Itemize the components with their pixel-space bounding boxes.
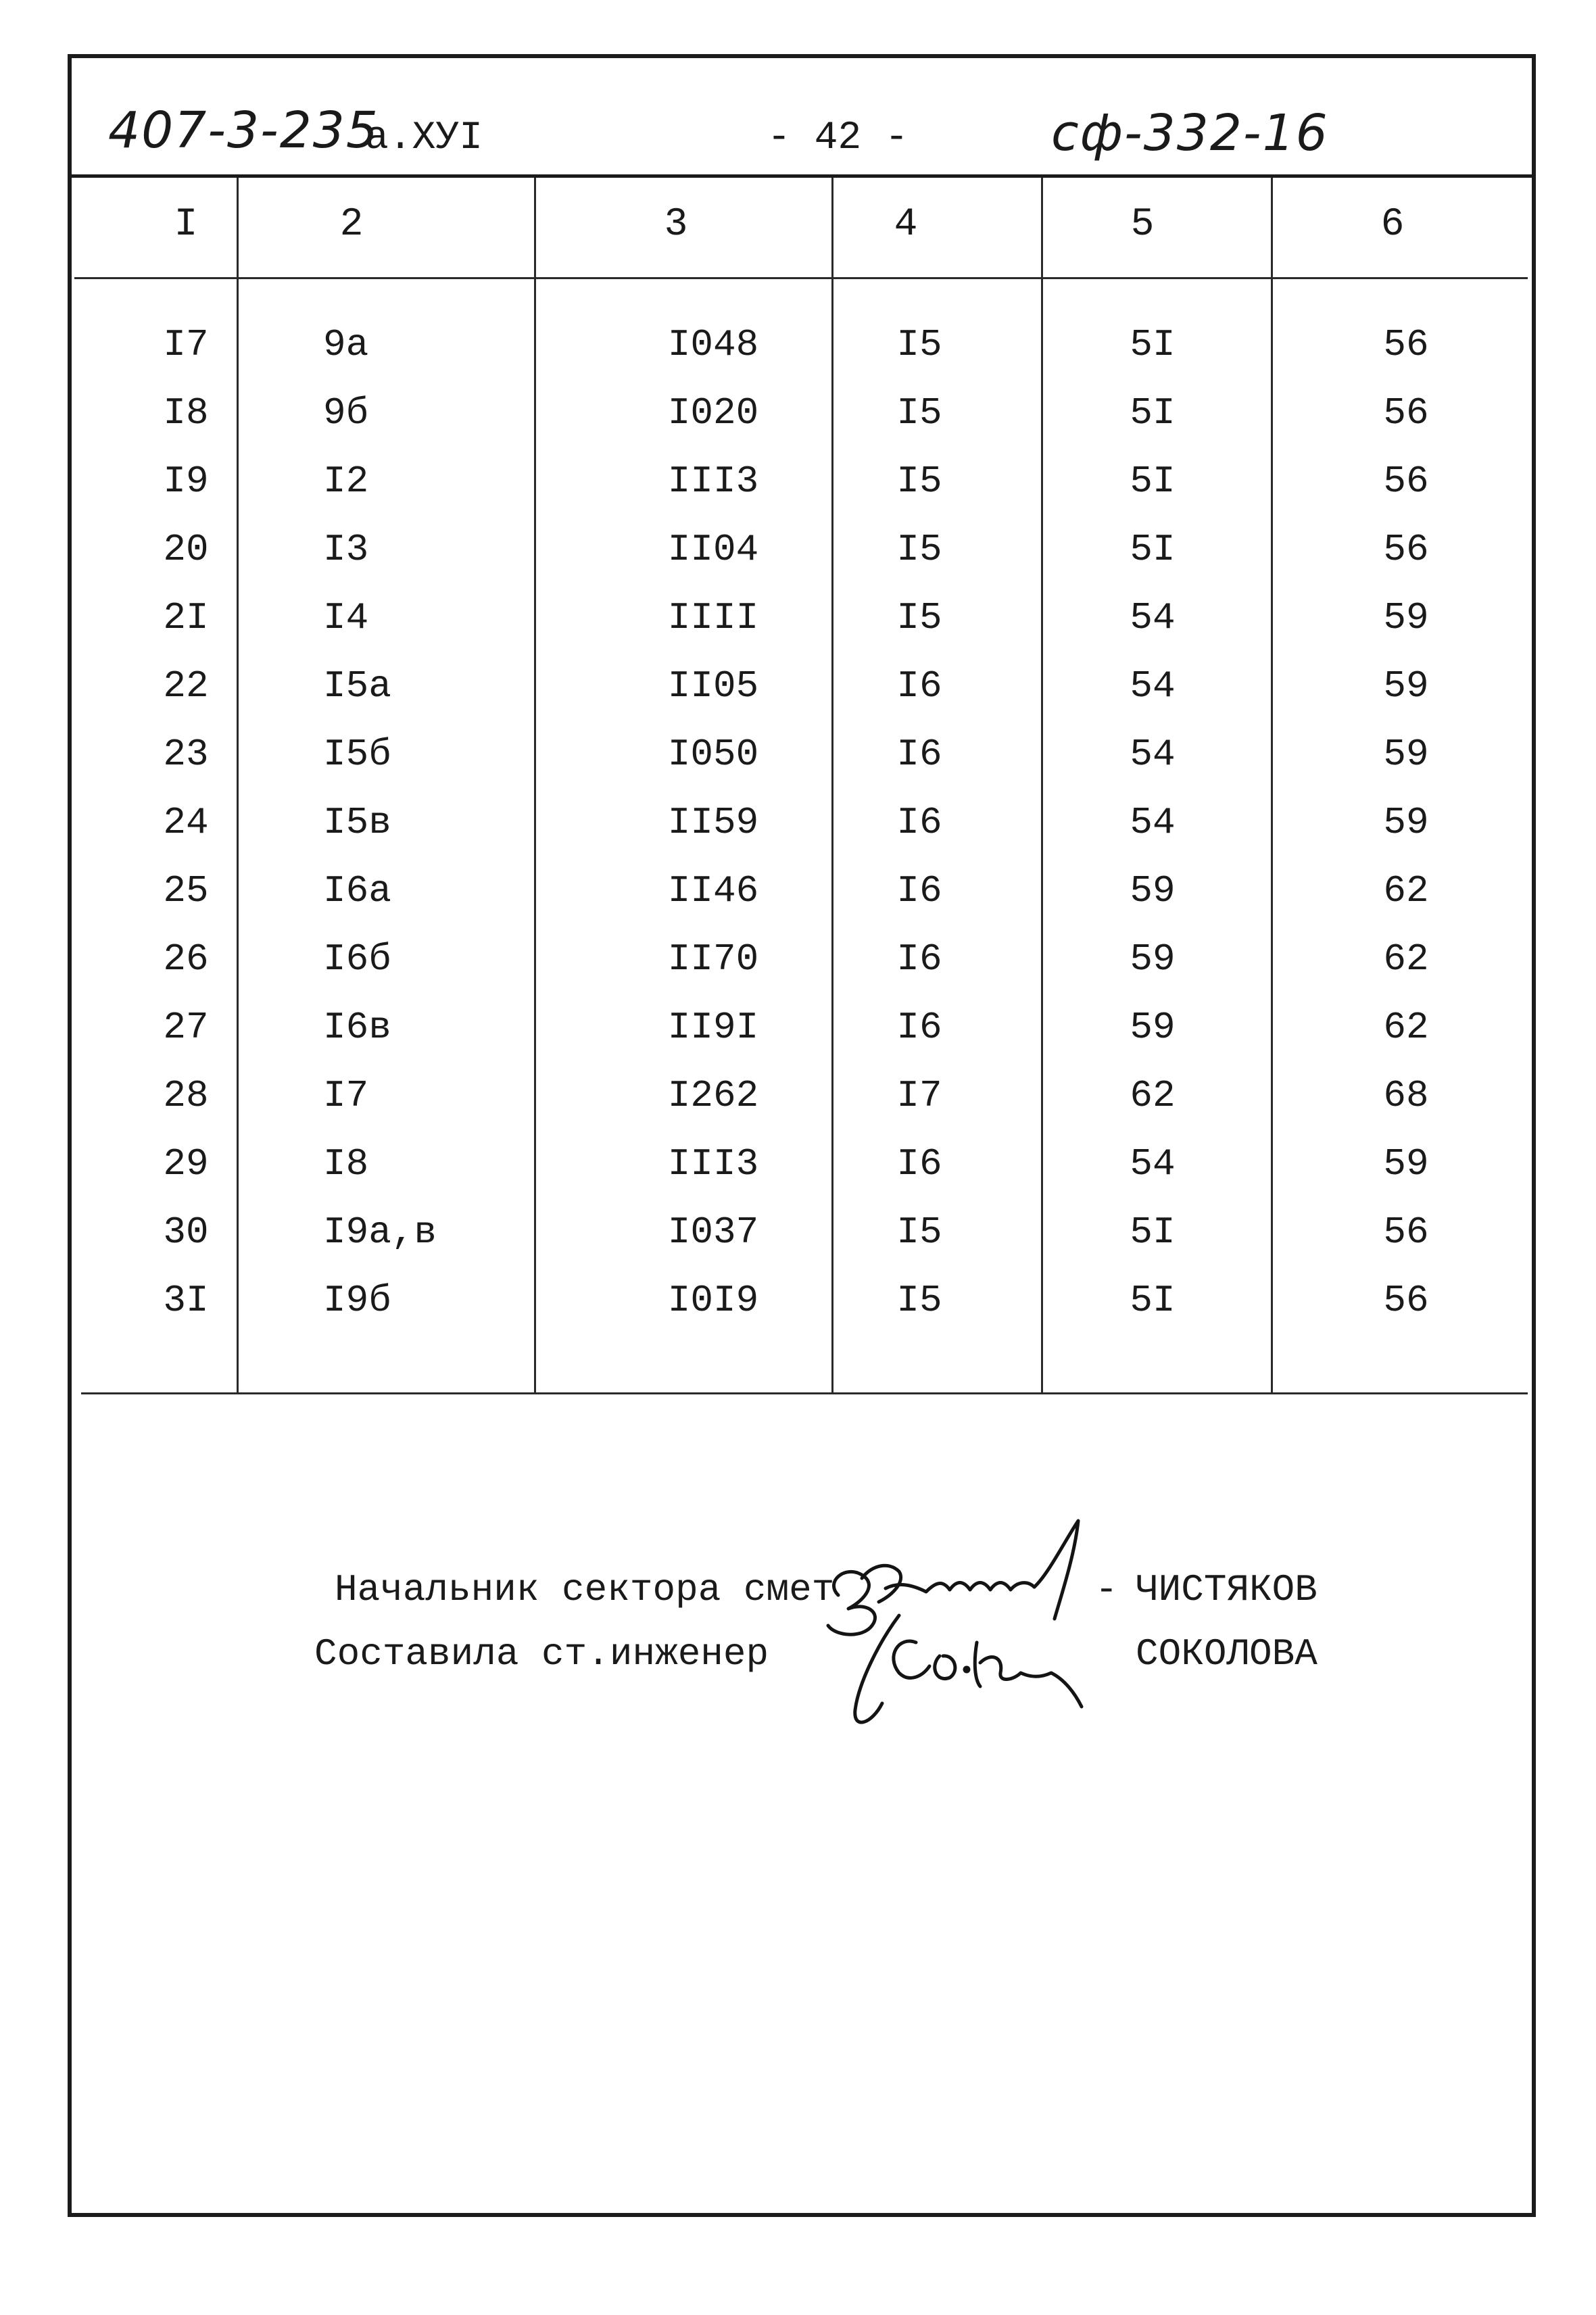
- table-cell-value-col3: III3: [667, 460, 759, 503]
- column-header-4: 4: [894, 203, 918, 247]
- handwritten-signature: [798, 1501, 1149, 1771]
- table-cell-value-col6: 59: [1383, 733, 1429, 776]
- page-number: - 42 -: [767, 116, 909, 160]
- table-cell-value-col3: II59: [667, 801, 759, 844]
- document-code: 407-3-235: [108, 101, 379, 160]
- chief-name: ЧИСТЯКОВ: [1136, 1568, 1317, 1611]
- column-header-6: 6: [1380, 203, 1405, 247]
- table-cell-value-col4: I5: [896, 1279, 942, 1322]
- table-cell-value-col3: III3: [667, 1142, 759, 1186]
- table-cell-value-col4: I5: [896, 1211, 942, 1254]
- album-number: а.ХУI: [365, 116, 483, 160]
- table-cell-value-col4: I6: [896, 733, 942, 776]
- table-cell-value-col3: II05: [667, 664, 759, 708]
- table-cell-value-col6: 59: [1383, 1142, 1429, 1186]
- table-cell-row-number: 26: [163, 937, 209, 981]
- column-header-rule: [74, 277, 1528, 279]
- table-cell-item-code: 9а: [323, 323, 369, 366]
- column-divider: [237, 178, 239, 1394]
- table-cell-value-col3: I050: [667, 733, 759, 776]
- header-rule: [68, 174, 1536, 178]
- table-cell-value-col5: 5I: [1130, 1279, 1176, 1322]
- table-cell-item-code: I9а,в: [323, 1211, 437, 1254]
- table-cell-row-number: I9: [163, 460, 209, 503]
- table-cell-value-col3: II9I: [667, 1006, 759, 1049]
- table-cell-value-col4: I6: [896, 1006, 942, 1049]
- table-cell-value-col5: 5I: [1130, 1211, 1176, 1254]
- table-cell-value-col5: 5I: [1130, 460, 1176, 503]
- column-divider: [1271, 178, 1273, 1394]
- table-cell-value-col5: 59: [1130, 869, 1176, 912]
- table-cell-row-number: 30: [163, 1211, 209, 1254]
- table-cell-value-col6: 56: [1383, 1279, 1429, 1322]
- table-cell-value-col6: 56: [1383, 528, 1429, 571]
- table-cell-item-code: I8: [323, 1142, 369, 1186]
- sheet-code: сф-332-16: [1051, 104, 1329, 162]
- table-cell-value-col3: I020: [667, 391, 759, 435]
- table-cell-row-number: I8: [163, 391, 209, 435]
- table-cell-value-col3: IIII: [667, 596, 759, 639]
- table-cell-value-col6: 62: [1383, 869, 1429, 912]
- table-cell-item-code: I9б: [323, 1279, 391, 1322]
- column-header-5: 5: [1130, 203, 1155, 247]
- column-header-3: 3: [664, 203, 688, 247]
- table-cell-value-col5: 62: [1130, 1074, 1176, 1117]
- table-cell-value-col4: I5: [896, 323, 942, 366]
- table-cell-value-col6: 62: [1383, 1006, 1429, 1049]
- table-cell-value-col6: 59: [1383, 664, 1429, 708]
- column-header-1: I: [174, 203, 198, 247]
- table-cell-value-col5: 54: [1130, 1142, 1176, 1186]
- table-cell-value-col5: 5I: [1130, 323, 1176, 366]
- chief-title: Начальник сектора смет: [335, 1568, 835, 1611]
- compiler-name: СОКОЛОВА: [1136, 1632, 1317, 1676]
- column-divider: [534, 178, 536, 1394]
- compiler-title: Составила ст.инженер: [314, 1632, 769, 1676]
- table-cell-value-col4: I5: [896, 596, 942, 639]
- table-cell-item-code: I6б: [323, 937, 391, 981]
- table-cell-row-number: 22: [163, 664, 209, 708]
- table-cell-item-code: I6в: [323, 1006, 391, 1049]
- table-cell-value-col4: I6: [896, 801, 942, 844]
- table-cell-value-col5: 59: [1130, 1006, 1176, 1049]
- table-cell-item-code: I5а: [323, 664, 391, 708]
- sheet-frame: [68, 54, 1536, 2217]
- table-cell-value-col4: I5: [896, 460, 942, 503]
- table-cell-value-col6: 62: [1383, 937, 1429, 981]
- table-cell-value-col4: I6: [896, 1142, 942, 1186]
- table-cell-row-number: 25: [163, 869, 209, 912]
- table-cell-row-number: 29: [163, 1142, 209, 1186]
- table-cell-value-col3: II04: [667, 528, 759, 571]
- table-cell-row-number: 28: [163, 1074, 209, 1117]
- table-cell-value-col5: 54: [1130, 733, 1176, 776]
- table-cell-value-col3: I262: [667, 1074, 759, 1117]
- table-cell-row-number: 27: [163, 1006, 209, 1049]
- table-cell-value-col4: I5: [896, 391, 942, 435]
- table-cell-value-col6: 56: [1383, 460, 1429, 503]
- table-cell-value-col3: II70: [667, 937, 759, 981]
- table-cell-value-col6: 59: [1383, 801, 1429, 844]
- column-divider: [831, 178, 833, 1394]
- table-cell-value-col5: 54: [1130, 596, 1176, 639]
- table-cell-item-code: 9б: [323, 391, 369, 435]
- table-cell-row-number: 23: [163, 733, 209, 776]
- table-cell-value-col5: 59: [1130, 937, 1176, 981]
- table-cell-value-col4: I6: [896, 937, 942, 981]
- table-cell-row-number: 3I: [163, 1279, 209, 1322]
- table-cell-value-col5: 54: [1130, 801, 1176, 844]
- column-divider: [1041, 178, 1043, 1394]
- table-cell-value-col5: 5I: [1130, 391, 1176, 435]
- column-header-2: 2: [339, 203, 364, 247]
- table-cell-value-col4: I6: [896, 664, 942, 708]
- table-cell-row-number: I7: [163, 323, 209, 366]
- table-cell-item-code: I2: [323, 460, 369, 503]
- table-cell-row-number: 2I: [163, 596, 209, 639]
- table-cell-value-col4: I7: [896, 1074, 942, 1117]
- table-cell-value-col3: I048: [667, 323, 759, 366]
- chief-dash: -: [1095, 1568, 1118, 1611]
- table-cell-value-col6: 68: [1383, 1074, 1429, 1117]
- table-cell-value-col5: 54: [1130, 664, 1176, 708]
- table-cell-value-col3: I0I9: [667, 1279, 759, 1322]
- table-cell-value-col3: I037: [667, 1211, 759, 1254]
- table-cell-row-number: 20: [163, 528, 209, 571]
- table-cell-value-col3: II46: [667, 869, 759, 912]
- table-cell-value-col6: 56: [1383, 323, 1429, 366]
- table-cell-row-number: 24: [163, 801, 209, 844]
- table-cell-value-col6: 59: [1383, 596, 1429, 639]
- table-cell-item-code: I7: [323, 1074, 369, 1117]
- table-cell-item-code: I6а: [323, 869, 391, 912]
- table-cell-value-col4: I5: [896, 528, 942, 571]
- table-bottom-rule: [81, 1392, 1528, 1394]
- table-cell-value-col5: 5I: [1130, 528, 1176, 571]
- table-cell-value-col6: 56: [1383, 391, 1429, 435]
- table-cell-item-code: I5в: [323, 801, 391, 844]
- table-cell-item-code: I4: [323, 596, 369, 639]
- table-cell-item-code: I5б: [323, 733, 391, 776]
- table-cell-value-col6: 56: [1383, 1211, 1429, 1254]
- table-cell-item-code: I3: [323, 528, 369, 571]
- table-cell-value-col4: I6: [896, 869, 942, 912]
